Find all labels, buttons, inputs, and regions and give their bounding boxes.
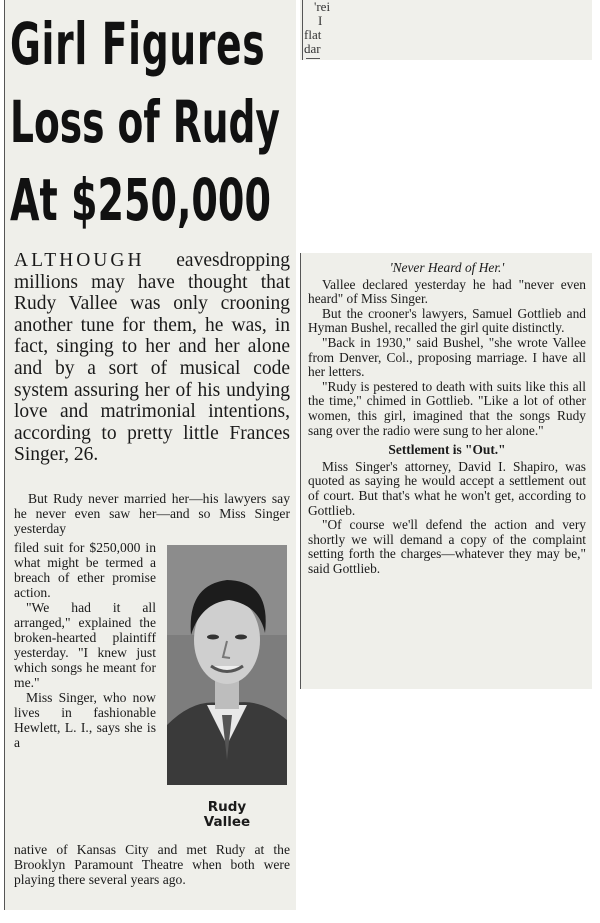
lede-cap: ALTHOUGH (14, 250, 145, 271)
article-left-column (4, 0, 296, 910)
headline-line-2: Loss of Rudy (10, 88, 280, 156)
fragment-line: flat (304, 27, 322, 42)
right-paragraph-5: Miss Singer's attorney, David I. Shapiro, was quoted as saying he would accept a settlement out of court. But that's what he won't get, according to Gottlieb. (308, 458, 586, 518)
portrait-image (167, 545, 287, 785)
fragment-line: I (318, 13, 323, 28)
body-top-text: But Rudy never married her—his lawyers say he never even saw her—and so Miss Singer yesterday (14, 491, 290, 536)
subhead-settlement: Settlement is "Out." (388, 442, 506, 458)
caption-line-1: Rudy (207, 799, 247, 815)
narrow-paragraph-2: "We had it all arranged," explained the broken-hearted plaintiff yesterday. "I knew just which songs he meant for me." (14, 600, 156, 690)
article-right-column (300, 253, 592, 689)
narrow-paragraph-3: Miss Singer, who now lives in fashionable Hewlett, L. I., says she is a (14, 690, 156, 750)
rudy-vallee-photo (167, 545, 287, 785)
headline-line-3: At $250,000 (10, 166, 271, 234)
body-paragraph-top (14, 491, 290, 536)
lede-paragraph (14, 250, 290, 466)
right-paragraph-1: Vallee declared yesterday he had "never even heard" of Miss Singer. (308, 276, 586, 307)
fragment-line: 'rei (314, 0, 331, 14)
subhead-never-heard: 'Never Heard of Her.' (389, 260, 505, 275)
right-paragraph-3: "Back in 1930," said Bushel, "she wrote Vallee from Denver, Col., proposing marriage. I have all her letters. (308, 334, 586, 380)
caption-line-2: Vallee (203, 814, 251, 830)
right-column-text (308, 259, 586, 576)
headline-line-1: Girl Figures (10, 10, 266, 78)
fragment-line: dar (304, 41, 321, 56)
right-paragraph-2: But the crooner's lawyers, Samuel Gottlieb and Hyman Bushel, recalled the girl quite distinctly. (308, 305, 586, 336)
photo-caption (167, 800, 287, 830)
narrow-paragraph-1: filed suit for $250,000 in what might be termed a breach of ether promise action. (14, 540, 156, 600)
right-paragraph-6: "Of course we'll defend the action and very shortly we will demand a copy of the complaint setting forth the charges—whatever they may be," said Gottlieb. (308, 517, 586, 576)
narrow-column (14, 540, 156, 750)
fragment-text (304, 0, 330, 56)
right-paragraph-4: "Rudy is pestered to death with suits like this all the time," chimed in Gottlieb. "Like a lot of other women, this girl, imagined that the songs Rudy sang over the radio were sung to her alone." (308, 378, 586, 438)
lede-text: eavesdropping millions may have thought that Rudy Vallee was only crooning another tune for them, he was, in fact, singing to her and her alone and by a sort of musical code system assuring her of his undying love and matrimonial intentions, according to pretty little Frances Singer, 26. (14, 250, 290, 466)
adjacent-article-fragment (300, 0, 592, 60)
body-paragraph-bottom: native of Kansas City and met Rudy at the Brooklyn Paramount Theatre when both were playing there several years ago. (14, 842, 290, 887)
